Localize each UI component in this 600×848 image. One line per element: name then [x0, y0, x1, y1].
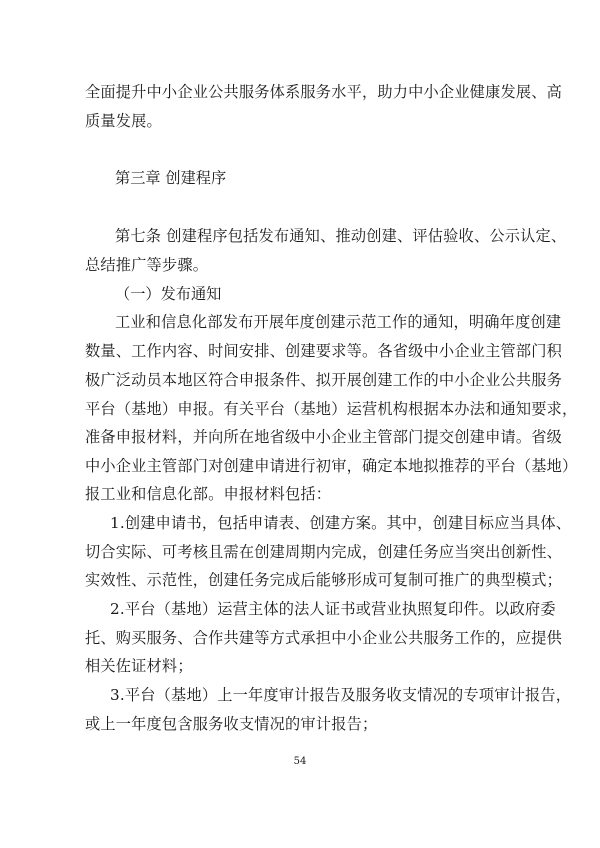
text-line: 报工业和信息化部。申报材料包括： — [85, 485, 332, 503]
text-line: 总结推广等步骤。 — [85, 256, 209, 274]
section-heading: （一）发布通知 — [115, 285, 222, 303]
text-line: 相关佐证材料； — [85, 657, 193, 675]
text-line: 第七条 创建程序包括发布通知、推动创建、评估验收、公示认定、 — [115, 227, 567, 245]
chapter-heading: 第三章 创建程序 — [115, 169, 227, 187]
text-line: 极广泛动员本地区符合申报条件、拟开展创建工作的中小企业公共服务 — [85, 371, 563, 389]
text-line: 数量、工作内容、时间安排、创建要求等。各省级中小企业主管部门积 — [85, 342, 563, 360]
text-line: 平台（基地）申报。有关平台（基地）运营机构根据本办法和通知要求， — [85, 400, 578, 418]
text-line: 实效性、示范性，创建任务完成后能够形成可复制可推广的典型模式； — [85, 571, 563, 589]
list-item-line: 2.平台（基地）运营主体的法人证书或营业执照复印件。以政府委 — [110, 600, 556, 618]
text-line: 全面提升中小企业公共服务体系服务水平，助力中小企业健康发展、高 — [85, 83, 563, 101]
list-item-line: 1.创建申请书，包括申请表、创建方案。其中，创建目标应当具体、 — [110, 514, 572, 532]
text-line: 质量发展。 — [85, 112, 162, 130]
text-line: 托、购买服务、合作共建等方式承担中小企业公共服务工作的，应提供 — [85, 629, 563, 647]
text-line: 或上一年度包含服务收支情况的审计报告； — [85, 715, 378, 733]
text-line: 中小企业主管部门对创建申请进行初审，确定本地拟推荐的平台（基地） — [85, 457, 578, 475]
text-line: 工业和信息化部发布开展年度创建示范工作的通知，明确年度创建 — [115, 313, 562, 331]
text-line: 切合实际、可考核且需在创建周期内完成，创建任务应当突出创新性、 — [85, 543, 563, 561]
page-number: 54 — [293, 756, 307, 767]
list-item-line: 3.平台（基地）上一年度审计报告及服务收支情况的专项审计报告， — [110, 686, 572, 704]
text-line: 准备申报材料，并向所在地省级中小企业主管部门提交创建申请。省级 — [85, 428, 563, 446]
